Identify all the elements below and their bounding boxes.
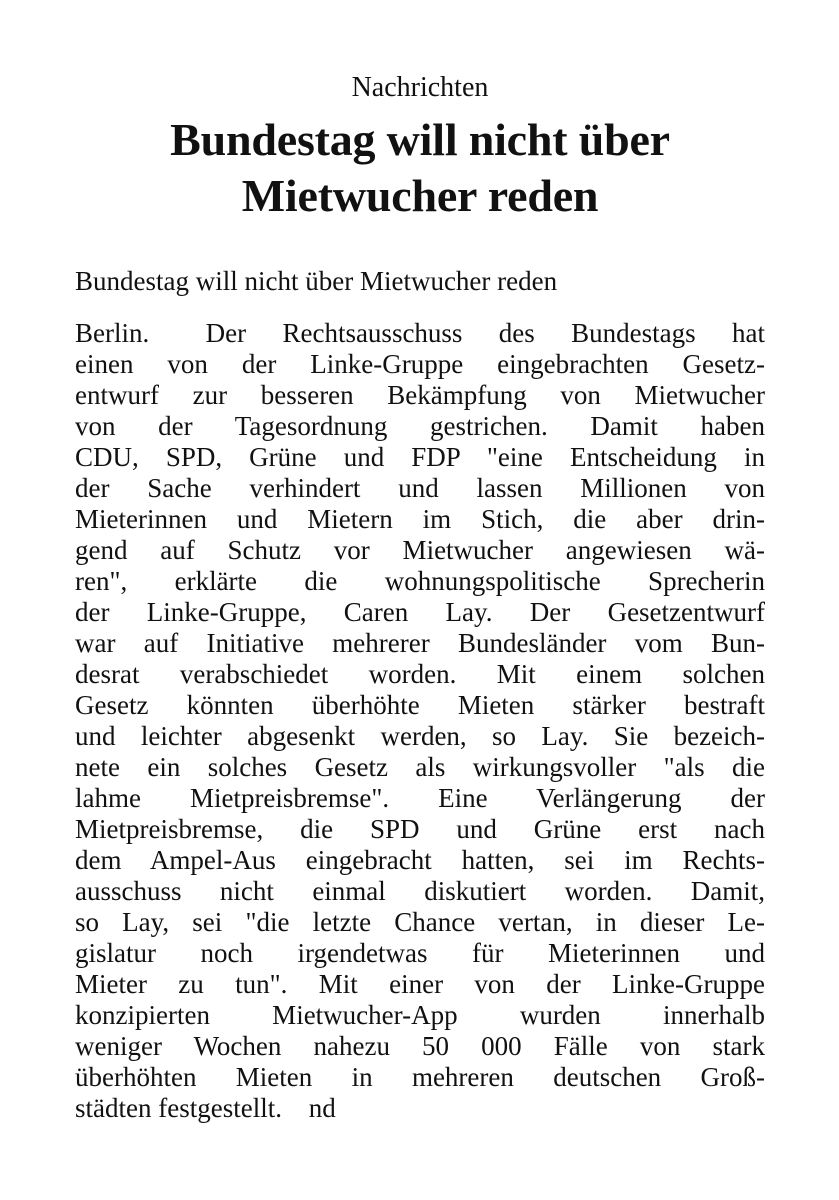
- body-line: einen von der Linke-Gruppe eingebrachten Gesetz-: [75, 349, 765, 379]
- body-line: ren", erklärte die wohnungspolitische Sprecherin: [75, 566, 765, 596]
- body-line: Mietpreisbremse, die SPD und Grüne erst nach: [75, 814, 765, 844]
- body-line: Mieter zu tun". Mit einer von der Linke-Gruppe: [75, 969, 765, 999]
- body-line: dem Ampel-Aus eingebracht hatten, sei im Rechts-: [75, 845, 765, 875]
- body-line: lahme Mietpreisbremse". Eine Verlängerung der: [75, 783, 765, 813]
- body-line: desrat verabschiedet worden. Mit einem solchen: [75, 659, 765, 689]
- body-line: städten festgestellt. nd: [75, 1093, 336, 1123]
- body-line: CDU, SPD, Grüne und FDP "eine Entscheidung in: [75, 442, 765, 472]
- author-signature: nd: [308, 1093, 336, 1123]
- section-label: Nachrichten: [351, 72, 489, 103]
- body-line: gend auf Schutz vor Mietwucher angewiesen wä-: [75, 535, 765, 565]
- body-line: der Linke-Gruppe, Caren Lay. Der Gesetzentwurf: [75, 597, 765, 627]
- body-line: Berlin. Der Rechtsausschuss des Bundestags hat: [75, 318, 766, 348]
- article-body: [75, 318, 765, 1124]
- body-line: der Sache verhindert und lassen Millionen von: [75, 473, 765, 503]
- body-line: Mieterinnen und Mietern im Stich, die aber drin-: [75, 504, 765, 534]
- article: [75, 70, 765, 1124]
- body-line: überhöhten Mieten in mehreren deutschen Groß-: [75, 1062, 765, 1092]
- headline-line-1: Bundestag will nicht über: [170, 114, 670, 165]
- body-line: ausschuss nicht einmal diskutiert worden. Damit,: [75, 876, 765, 906]
- body-line: Gesetz könnten überhöhte Mieten stärker bestraft: [75, 690, 765, 720]
- body-line: konzipierten Mietwucher-App wurden innerhalb: [75, 1000, 765, 1030]
- body-line: nete ein solches Gesetz als wirkungsvoller "als die: [75, 752, 765, 782]
- body-line: von der Tagesordnung gestrichen. Damit haben: [75, 411, 765, 441]
- headline-line-2: Mietwucher reden: [241, 170, 599, 221]
- body-line: war auf Initiative mehrerer Bundesländer vom Bun-: [75, 628, 765, 658]
- body-line: gislatur noch irgendetwas für Mieterinnen und: [75, 938, 765, 968]
- headline: [75, 112, 765, 224]
- body-line: weniger Wochen nahezu 50 000 Fälle von stark: [75, 1031, 765, 1061]
- body-line: und leichter abgesenkt werden, so Lay. Sie bezeich-: [75, 721, 765, 751]
- body-line: so Lay, sei "die letzte Chance vertan, in dieser Le-: [75, 907, 765, 937]
- subheadline: Bundestag will nicht über Mietwucher reden: [75, 266, 558, 296]
- dateline: Berlin.: [75, 318, 150, 348]
- body-line: entwurf zur besseren Bekämpfung von Mietwucher: [75, 380, 765, 410]
